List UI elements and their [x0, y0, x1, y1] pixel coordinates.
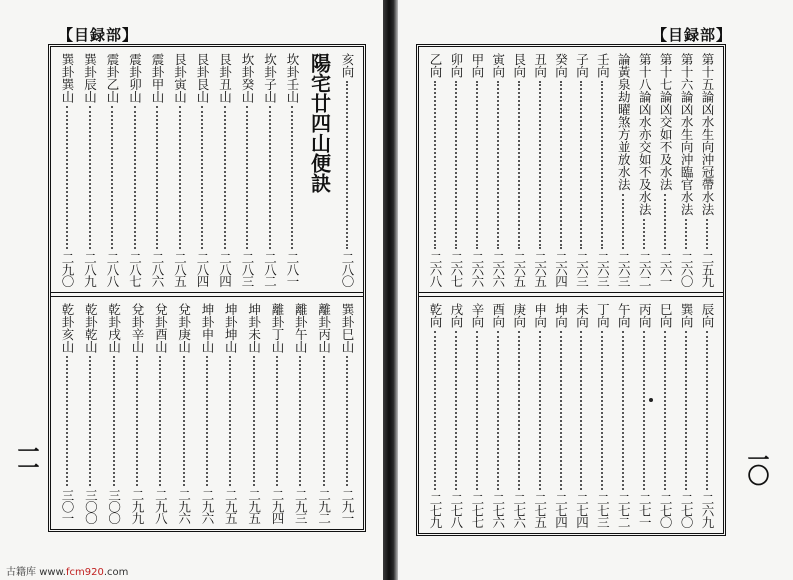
- toc-entry-page: 二七二: [616, 492, 632, 527]
- section-title: [307, 53, 333, 286]
- leader-dots: [89, 106, 91, 249]
- toc-entry-page: 二六八: [428, 251, 443, 286]
- toc-entry-label: 第十八論凶水亦交如不及水法: [637, 53, 653, 216]
- toc-entry-page: 二七四: [553, 492, 569, 527]
- toc-entry-label: 艮卦丑山: [217, 53, 233, 103]
- toc-entry-page: 二八五: [172, 251, 188, 286]
- leader-dots: [111, 106, 113, 249]
- toc-entry: [573, 53, 589, 286]
- toc-entry-page: 二七〇: [679, 492, 695, 527]
- toc-entry-page: 二七〇: [658, 492, 674, 527]
- toc-entry-label: 未向: [574, 303, 590, 328]
- section-title-text: 陽宅廿四山便訣: [307, 53, 332, 193]
- leader-dots: [518, 81, 520, 249]
- toc-entry-label: 寅向: [490, 53, 506, 78]
- left-header-label: 【目録部】: [58, 26, 139, 44]
- leader-dots: [601, 81, 603, 249]
- toc-entry: [699, 53, 715, 286]
- left-top-panel: [51, 47, 363, 292]
- leader-dots: [136, 356, 138, 486]
- toc-entry-page: 二八六: [150, 251, 165, 286]
- toc-entry-page: 二七九: [428, 492, 443, 527]
- leader-dots: [497, 331, 499, 490]
- toc-entry-label: 震卦甲山: [150, 53, 165, 103]
- toc-entry: [657, 303, 673, 527]
- toc-entry-page: 二八〇: [340, 251, 355, 286]
- toc-entry-label: 坤卦未山: [246, 303, 262, 353]
- toc-entry-page: 二七七: [469, 492, 485, 527]
- leader-dots: [434, 331, 436, 490]
- toc-entry: [511, 303, 527, 527]
- toc-entry-label: 丁向: [595, 303, 611, 328]
- leader-dots: [224, 106, 226, 249]
- leader-dots: [159, 356, 161, 486]
- leader-dots: [253, 356, 255, 486]
- toc-entry-label: 論黃泉劫曜煞方並放水法: [616, 53, 632, 191]
- left-top-entries: [59, 53, 355, 286]
- leader-dots: [291, 106, 293, 249]
- toc-entry-page: 二八八: [105, 251, 120, 286]
- toc-entry: [427, 303, 443, 527]
- leader-dots: [476, 81, 478, 249]
- toc-entry-label: 酉向: [490, 303, 506, 328]
- toc-entry-page: 二七六: [511, 492, 527, 527]
- toc-entry-label: 戌向: [448, 303, 464, 328]
- toc-entry-page: 二六六: [490, 251, 506, 286]
- site-watermark: 古籍库 www.fcm920.com: [6, 567, 129, 578]
- toc-entry: [149, 53, 165, 286]
- toc-entry-page: 二七五: [532, 492, 548, 527]
- right-header-label: 【目録部】: [652, 26, 733, 44]
- toc-entry: [615, 53, 631, 286]
- toc-entry: [59, 53, 75, 286]
- leader-dots: [156, 106, 158, 249]
- toc-entry: [106, 303, 122, 523]
- toc-entry-label: 第十五論凶水生向沖冠帶水法: [699, 53, 715, 216]
- toc-entry-page: 二七四: [574, 492, 590, 527]
- toc-entry-label: 辰向: [699, 303, 715, 328]
- toc-entry-label: 丙向: [637, 303, 653, 328]
- toc-entry: [129, 303, 145, 523]
- toc-entry-label: 坎卦癸山: [240, 53, 255, 103]
- leader-dots: [643, 219, 645, 249]
- toc-entry: [246, 303, 262, 523]
- leader-dots: [89, 356, 91, 486]
- left-page: [0, 0, 383, 580]
- leader-dots: [276, 356, 278, 486]
- right-contents-frame: [416, 44, 726, 536]
- toc-entry: [678, 53, 694, 286]
- toc-entry-page: 二六一: [658, 251, 674, 286]
- toc-entry-page: 二九五: [246, 488, 262, 523]
- toc-entry-label: 震卦卯山: [127, 53, 143, 103]
- toc-entry-label: 乾向: [428, 303, 443, 328]
- toc-entry-label: 申向: [532, 303, 548, 328]
- toc-entry: [284, 53, 300, 286]
- toc-entry-page: 二七八: [448, 492, 464, 527]
- leader-dots: [206, 356, 208, 486]
- leader-dots: [601, 331, 603, 490]
- leader-dots: [66, 106, 68, 249]
- leader-dots: [622, 331, 624, 490]
- leader-dots: [346, 81, 348, 249]
- leader-dots: [685, 331, 687, 490]
- toc-entry: [553, 303, 569, 527]
- toc-entry-page: 二六五: [532, 251, 548, 286]
- toc-entry: [532, 303, 548, 527]
- toc-entry-label: 艮卦艮山: [195, 53, 210, 103]
- toc-entry: [699, 303, 715, 527]
- toc-entry: [427, 53, 443, 286]
- toc-entry-page: 二八三: [240, 251, 255, 286]
- toc-entry-page: 二九三: [293, 488, 309, 523]
- toc-entry-label: 兌卦辛山: [129, 303, 145, 353]
- toc-entry-page: 二九六: [176, 488, 192, 523]
- leader-dots: [434, 81, 436, 249]
- leader-dots: [622, 194, 624, 249]
- toc-entry-page: 二八七: [127, 251, 143, 286]
- left-contents-frame: [48, 44, 366, 532]
- toc-entry: [490, 53, 506, 286]
- toc-entry-label: 乾卦亥山: [60, 303, 75, 353]
- toc-entry-page: 二六三: [595, 251, 611, 286]
- toc-entry-label: 丑向: [532, 53, 548, 78]
- toc-entry-label: 離卦午山: [293, 303, 309, 353]
- toc-entry: [636, 53, 652, 286]
- toc-entry-label: 艮向: [511, 53, 527, 78]
- leader-dots: [497, 81, 499, 249]
- toc-entry: [448, 53, 464, 286]
- leader-dots: [518, 331, 520, 490]
- toc-entry-label: 離卦丙山: [316, 303, 332, 353]
- toc-entry-label: 壬向: [595, 53, 611, 78]
- leader-dots: [643, 331, 645, 490]
- toc-entry: [511, 53, 527, 286]
- toc-entry-page: 二九一: [339, 488, 355, 523]
- toc-entry: [82, 303, 98, 523]
- toc-entry: [678, 303, 694, 527]
- toc-entry-page: 二九五: [223, 488, 239, 523]
- toc-entry-label: 坎卦子山: [262, 53, 278, 103]
- toc-entry: [573, 303, 589, 527]
- toc-entry-page: 二九二: [316, 488, 332, 523]
- toc-entry-label: 卯向: [448, 53, 464, 78]
- toc-entry-page: 二六三: [574, 251, 590, 286]
- leader-dots: [246, 106, 248, 249]
- toc-entry-label: 乾卦乾山: [83, 303, 99, 353]
- toc-entry-page: 二七三: [595, 492, 611, 527]
- toc-entry-label: 艮卦寅山: [172, 53, 188, 103]
- leader-dots: [113, 356, 115, 486]
- toc-entry: [339, 303, 355, 523]
- left-bottom-panel: [51, 297, 363, 529]
- toc-entry-label: 坎卦壬山: [285, 53, 300, 103]
- toc-entry: [615, 303, 631, 527]
- toc-entry-label: 巽卦辰山: [82, 53, 98, 103]
- leader-dots: [134, 106, 136, 249]
- leader-dots: [664, 194, 666, 249]
- leader-dots: [685, 219, 687, 249]
- leader-dots: [580, 331, 582, 490]
- toc-entry: [490, 303, 506, 527]
- toc-entry-label: 巽卦巳山: [339, 303, 355, 353]
- toc-entry-page: 二八二: [262, 251, 278, 286]
- toc-entry-label: 震卦乙山: [105, 53, 120, 103]
- toc-entry-label: 兌卦庚山: [176, 303, 192, 353]
- leader-dots: [580, 81, 582, 249]
- toc-entry-page: 二九九: [129, 488, 145, 523]
- toc-entry: [292, 303, 308, 523]
- right-top-panel: [419, 47, 723, 292]
- toc-entry: [222, 303, 238, 523]
- toc-entry-label: 第十六論凶水生向沖臨官水法: [679, 53, 695, 216]
- toc-entry-page: 二九四: [269, 488, 285, 523]
- toc-entry: [594, 53, 610, 286]
- toc-entry-label: 子向: [574, 53, 590, 78]
- right-page: [398, 0, 793, 580]
- toc-entry-page: 二八四: [195, 251, 210, 286]
- book-gutter: [383, 0, 398, 580]
- leader-dots: [323, 356, 325, 486]
- toc-entry: [104, 53, 120, 286]
- toc-entry-page: 二六五: [511, 251, 527, 286]
- leader-dots: [560, 81, 562, 249]
- toc-entry-page: 二七一: [637, 492, 653, 527]
- right-folio-number: 一〇: [744, 448, 770, 480]
- toc-entry-label: 午向: [616, 303, 632, 328]
- leader-dots: [706, 219, 708, 249]
- toc-entry-page: 二九八: [153, 488, 169, 523]
- leader-dots: [539, 331, 541, 490]
- toc-entry: [152, 303, 168, 523]
- toc-entry-page: 二九六: [199, 488, 215, 523]
- toc-entry-page: 二六九: [699, 492, 715, 527]
- toc-entry: [553, 53, 569, 286]
- leader-dots: [179, 106, 181, 249]
- toc-entry-page: 二九〇: [60, 251, 75, 286]
- toc-entry: [176, 303, 192, 523]
- leader-dots: [455, 331, 457, 490]
- toc-entry-label: 巽卦巽山: [60, 53, 75, 103]
- toc-entry-label: 坤向: [553, 303, 569, 328]
- leader-dots: [299, 356, 301, 486]
- toc-entry-label: 乙向: [428, 53, 443, 78]
- toc-entry: [217, 53, 233, 286]
- right-top-entries: [427, 53, 715, 286]
- right-bottom-entries: [427, 303, 715, 527]
- toc-entry: [127, 53, 143, 286]
- toc-entry: [82, 53, 98, 286]
- toc-entry-page: 二八九: [82, 251, 98, 286]
- right-bottom-panel: [419, 297, 723, 533]
- toc-entry-page: 二六〇: [679, 251, 695, 286]
- toc-entry-label: 乾卦戌山: [106, 303, 122, 353]
- toc-entry: [469, 303, 485, 527]
- toc-entry-page: 二六七: [448, 251, 464, 286]
- toc-entry-page: 二七六: [490, 492, 506, 527]
- toc-entry: [269, 303, 285, 523]
- toc-entry-page: 三〇〇: [106, 488, 122, 523]
- toc-entry-label: 離卦丁山: [269, 303, 285, 353]
- toc-entry-label: 亥向: [340, 53, 355, 78]
- leader-dots: [183, 356, 185, 486]
- toc-entry: [194, 53, 210, 286]
- toc-entry-page: 三〇〇: [83, 488, 99, 523]
- toc-entry-page: 二八一: [285, 251, 300, 286]
- ink-speck: [649, 398, 653, 402]
- toc-entry-page: 二六六: [469, 251, 485, 286]
- toc-entry: [172, 53, 188, 286]
- leader-dots: [560, 331, 562, 490]
- left-bottom-entries: [59, 303, 355, 523]
- toc-entry: [636, 303, 652, 527]
- toc-entry-page: 二五九: [699, 251, 715, 286]
- toc-entry: [532, 53, 548, 286]
- toc-entry-label: 甲向: [469, 53, 485, 78]
- leader-dots: [66, 356, 68, 486]
- leader-dots: [201, 106, 203, 249]
- toc-entry: [59, 303, 75, 523]
- toc-entry-page: 二六三: [616, 251, 632, 286]
- toc-entry-label: 巽向: [679, 303, 695, 328]
- left-folio-number: 一一: [14, 440, 40, 472]
- leader-dots: [269, 106, 271, 249]
- toc-entry-label: 坤卦申山: [199, 303, 215, 353]
- leader-dots: [455, 81, 457, 249]
- toc-entry-page: 二八四: [217, 251, 233, 286]
- toc-entry: [594, 303, 610, 527]
- toc-entry-label: 兌卦酉山: [153, 303, 169, 353]
- toc-entry: [657, 53, 673, 286]
- toc-entry: [239, 53, 255, 286]
- toc-entry: [339, 53, 355, 286]
- toc-entry: [262, 53, 278, 286]
- toc-entry-label: 庚向: [511, 303, 527, 328]
- toc-entry-page: 二六四: [553, 251, 569, 286]
- toc-entry-page: 三〇一: [60, 488, 75, 523]
- leader-dots: [229, 356, 231, 486]
- toc-entry-label: 巳向: [658, 303, 674, 328]
- toc-entry-label: 第十七論凶交如不及水法: [658, 53, 674, 191]
- toc-entry: [469, 53, 485, 286]
- toc-entry: [448, 303, 464, 527]
- toc-entry-label: 坤卦坤山: [223, 303, 239, 353]
- leader-dots: [664, 331, 666, 490]
- toc-entry-page: 二六二: [637, 251, 653, 286]
- leader-dots: [346, 356, 348, 486]
- leader-dots: [706, 331, 708, 490]
- toc-entry: [199, 303, 215, 523]
- leader-dots: [476, 331, 478, 490]
- toc-entry-label: 辛向: [469, 303, 485, 328]
- toc-entry-label: 癸向: [553, 53, 569, 78]
- toc-entry: [316, 303, 332, 523]
- leader-dots: [539, 81, 541, 249]
